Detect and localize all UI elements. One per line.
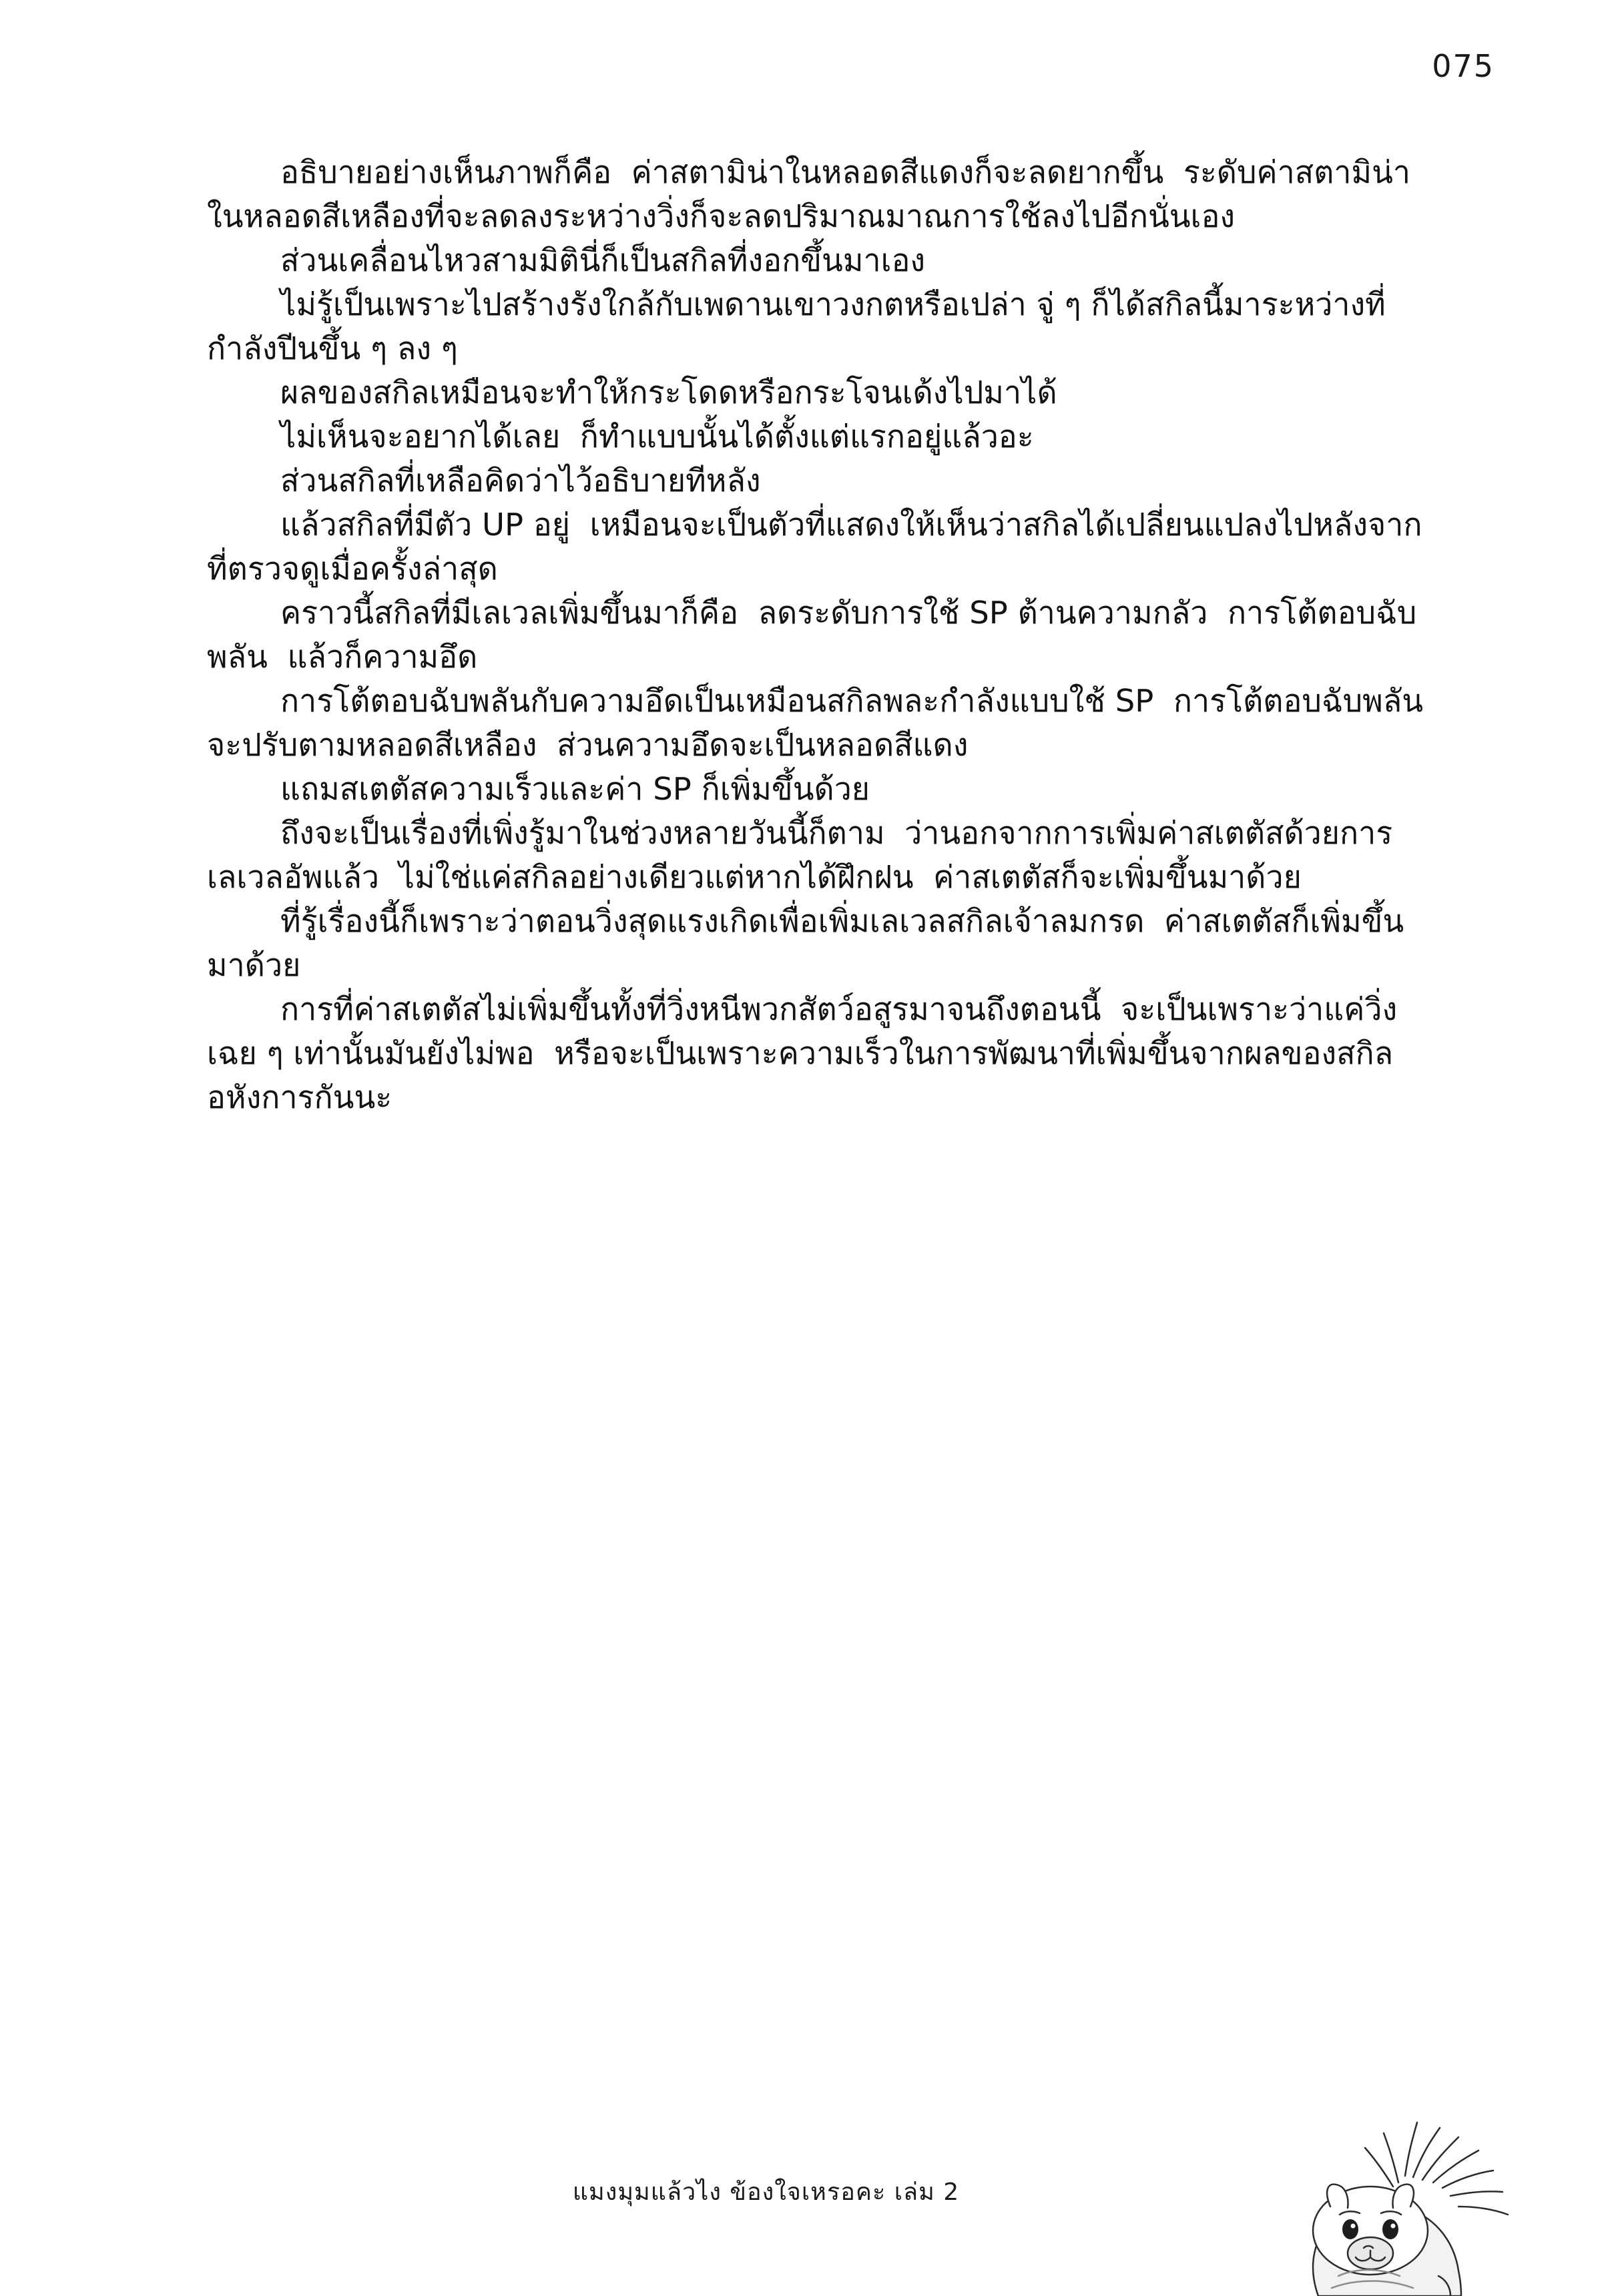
paragraph: ไม่รู้เป็นเพราะไปสร้างรังใกล้กับเพดานเขาวงกตหรือเปล่า จู่ ๆ ก็ได้สกิลนี้มาระหว่างที่กำลังปีนขึ้น ๆ ลง ๆ <box>207 286 1386 367</box>
page-body-text <box>207 150 1432 1119</box>
page-number: 075 <box>1432 48 1495 84</box>
paragraph: ไม่เห็นจะอยากได้เลย ก็ทำแบบนั้นได้ตั้งแต่แรกอยู่แล้วอะ <box>280 418 1034 455</box>
paragraph: ส่วนสกิลที่เหลือคิดว่าไว้อธิบายทีหลัง <box>280 463 761 499</box>
paragraph: อธิบายอย่างเห็นภาพก็คือ ค่าสตามิน่าในหลอดสีแดงก็จะลดยากขึ้น ระดับค่าสตามิน่าในหลอดสีเหลืองที่จะลดลงระหว่างวิ่งก็จะลดปริมาณมาณการใช้ลงไปอีกนั่นเอง <box>207 154 1410 235</box>
paragraph: แถมสเตตัสความเร็วและค่า SP ก็เพิ่มขึ้นด้วย <box>280 771 870 808</box>
paragraph: ที่รู้เรื่องนี้ก็เพราะว่าตอนวิ่งสุดแรงเกิดเพื่อเพิ่มเลเวลสกิลเจ้าลมกรด ค่าสเตตัสก็เพิ่มขึ้นมาด้วย <box>207 903 1404 984</box>
page-footer <box>0 2173 1612 2211</box>
paragraph: คราวนี้สกิลที่มีเลเวลเพิ่มขึ้นมาก็คือ ลดระดับการใช้ SP ต้านความกลัว การโต้ตอบฉับพลัน แล้วก็ความอึด <box>207 595 1417 675</box>
paragraph: ส่วนเคลื่อนไหวสามมิตินี่ก็เป็นสกิลที่งอกขึ้นมาเอง <box>280 242 926 279</box>
paragraph: การที่ค่าสเตตัสไม่เพิ่มขึ้นทั้งที่วิ่งหนีพวกสัตว์อสูรมาจนถึงตอนนี้ จะเป็นเพราะว่าแค่วิ่งเฉย ๆ เท่านั้นมันยังไม่พอ หรือจะเป็นเพราะความเร็วในการพัฒนาที่เพิ่มขึ้นจากผลของสกิลอหังการกันนะ <box>207 991 1398 1116</box>
paragraph: แล้วสกิลที่มีตัว UP อยู่ เหมือนจะเป็นตัวที่แสดงให้เห็นว่าสกิลได้เปลี่ยนแปลงไปหลังจากที่ตรวจดูเมื่อครั้งล่าสุด <box>207 507 1422 587</box>
footer-title: แมงมุมแล้วไง ข้องใจเหรอคะ เล่ม 2 <box>572 2179 960 2206</box>
paragraph: การโต้ตอบฉับพลันกับความอึดเป็นเหมือนสกิลพละกำลังแบบใช้ SP การโต้ตอบฉับพลันจะปรับตามหลอดสีเหลือง ส่วนความอึดจะเป็นหลอดสีแดง <box>207 683 1424 764</box>
paragraph: ถึงจะเป็นเรื่องที่เพิ่งรู้มาในช่วงหลายวันนี้ก็ตาม ว่านอกจากการเพิ่มค่าสเตตัสด้วยการเลเวลอัพแล้ว ไม่ใช่แค่สกิลอย่างเดียวแต่หากได้ฝึกฝน ค่าสเตตัสก็จะเพิ่มขึ้นมาด้วย <box>207 815 1393 896</box>
paragraph: ผลของสกิลเหมือนจะทำให้กระโดดหรือกระโจนเด้งไปมาได้ <box>280 374 1057 411</box>
